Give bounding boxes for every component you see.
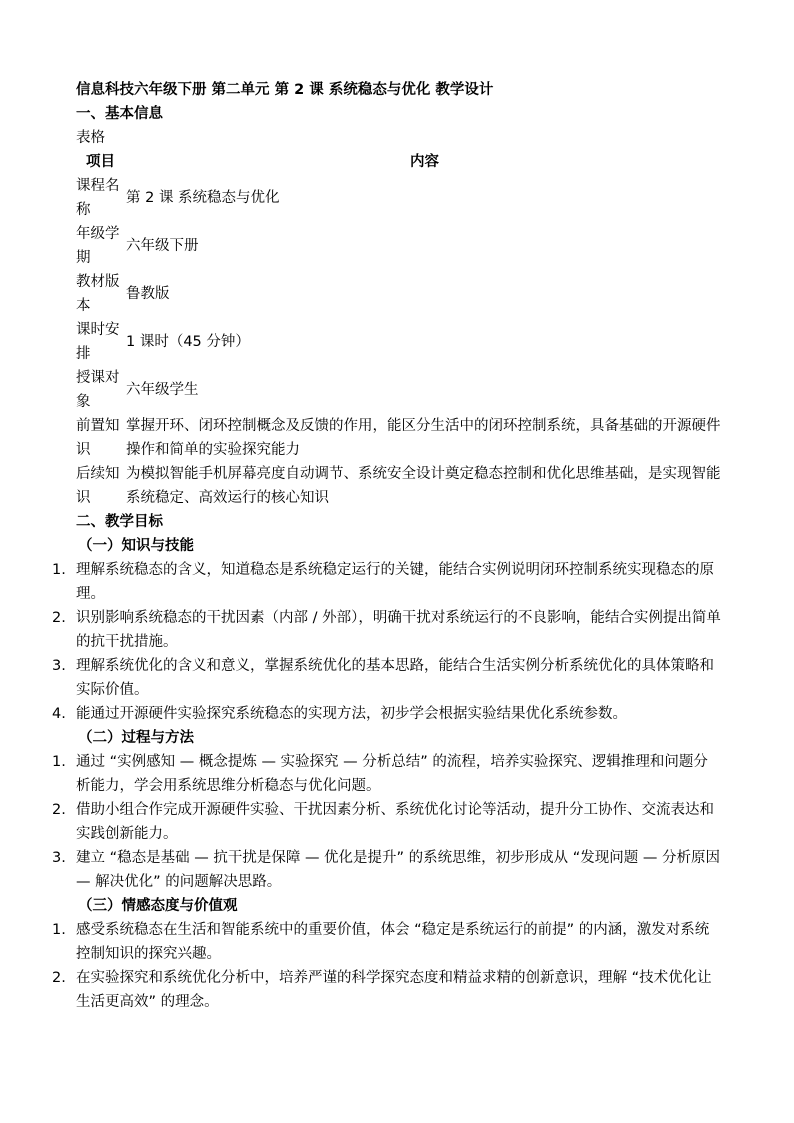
table-caption: 表格 <box>76 130 105 146</box>
row-value: 鲁教版 <box>126 286 170 302</box>
list-item: 识别影响系统稳态的干扰因素（内部 / 外部），明确干扰对系统运行的不良影响，能结合实例提出简单的抗干扰措施。 <box>76 610 721 650</box>
list-number: 2. <box>52 970 66 986</box>
section-heading-objectives: 二、教学目标 <box>76 514 163 530</box>
row-value: 1 课时（45 分钟） <box>126 334 250 350</box>
list-number: 3. <box>52 658 66 674</box>
row-value: 掌握开环、闭环控制概念及反馈的作用，能区分生活中的闭环控制系统，具备基础的开源硬件操作和简单的实验探究能力 <box>126 418 721 458</box>
list-number: 1. <box>52 922 66 938</box>
list-item: 理解系统稳态的含义，知道稳态是系统稳定运行的关键，能结合实例说明闭环控制系统实现稳态的原理。 <box>76 562 714 602</box>
list-item: 借助小组合作完成开源硬件实验、干扰因素分析、系统优化讨论等活动，提升分工协作、交流表达和实践创新能力。 <box>76 802 714 842</box>
row-label: 后续知识 <box>76 466 120 506</box>
row-value: 六年级学生 <box>126 382 199 398</box>
list-number: 2. <box>52 802 66 818</box>
row-label: 课程名称 <box>76 178 120 218</box>
section-heading-basic-info: 一、基本信息 <box>76 106 163 122</box>
list-item: 建立 “稳态是基础 — 抗干扰是保障 — 优化是提升” 的系统思维，初步形成从 “发现问题 — 分析原因 — 解决优化” 的问题解决思路。 <box>76 850 721 890</box>
list-number: 2. <box>52 610 66 626</box>
list-item: 能通过开源硬件实验探究系统稳态的实现方法，初步学会根据实验结果优化系统参数。 <box>76 706 627 722</box>
list-number: 3. <box>52 850 66 866</box>
row-label: 教材版本 <box>76 274 120 314</box>
list-number: 1. <box>52 754 66 770</box>
list-item: 在实验探究和系统优化分析中，培养严谨的科学探究态度和精益求精的创新意识，理解 “技术优化让生活更高效” 的理念。 <box>76 970 712 1010</box>
list-item: 通过 “实例感知 — 概念提炼 — 实验探究 — 分析总结” 的流程，培养实验探究、逻辑推理和问题分析能力，学会用系统思维分析稳态与优化问题。 <box>76 754 708 794</box>
row-value: 为模拟智能手机屏幕亮度自动调节、系统安全设计奠定稳态控制和优化思维基础，是实现智能系统稳定、高效运行的核心知识 <box>126 466 721 506</box>
row-label: 授课对象 <box>76 370 120 410</box>
subsection-heading-process: （二）过程与方法 <box>78 730 194 746</box>
document-title: 信息科技六年级下册 第二单元 第 2 课 系统稳态与优化 教学设计 <box>76 82 494 98</box>
row-label: 年级学期 <box>76 226 120 266</box>
row-label: 课时安排 <box>76 322 120 362</box>
row-value: 第 2 课 系统稳态与优化 <box>126 190 280 206</box>
list-item: 感受系统稳态在生活和智能系统中的重要价值，体会 “稳定是系统运行的前提” 的内涵，激发对系统控制知识的探究兴趣。 <box>76 922 710 962</box>
list-item: 理解系统优化的含义和意义，掌握系统优化的基本思路，能结合生活实例分析系统优化的具体策略和实际价值。 <box>76 658 714 698</box>
row-label: 前置知识 <box>76 418 120 458</box>
list-number: 4. <box>52 706 66 722</box>
table-header-item: 项目 <box>86 154 115 170</box>
table-header-content: 内容 <box>410 154 439 170</box>
subsection-heading-knowledge: （一）知识与技能 <box>78 538 194 554</box>
list-number: 1. <box>52 562 66 578</box>
row-value: 六年级下册 <box>126 238 199 254</box>
subsection-heading-attitude: （三）情感态度与价值观 <box>78 898 238 914</box>
